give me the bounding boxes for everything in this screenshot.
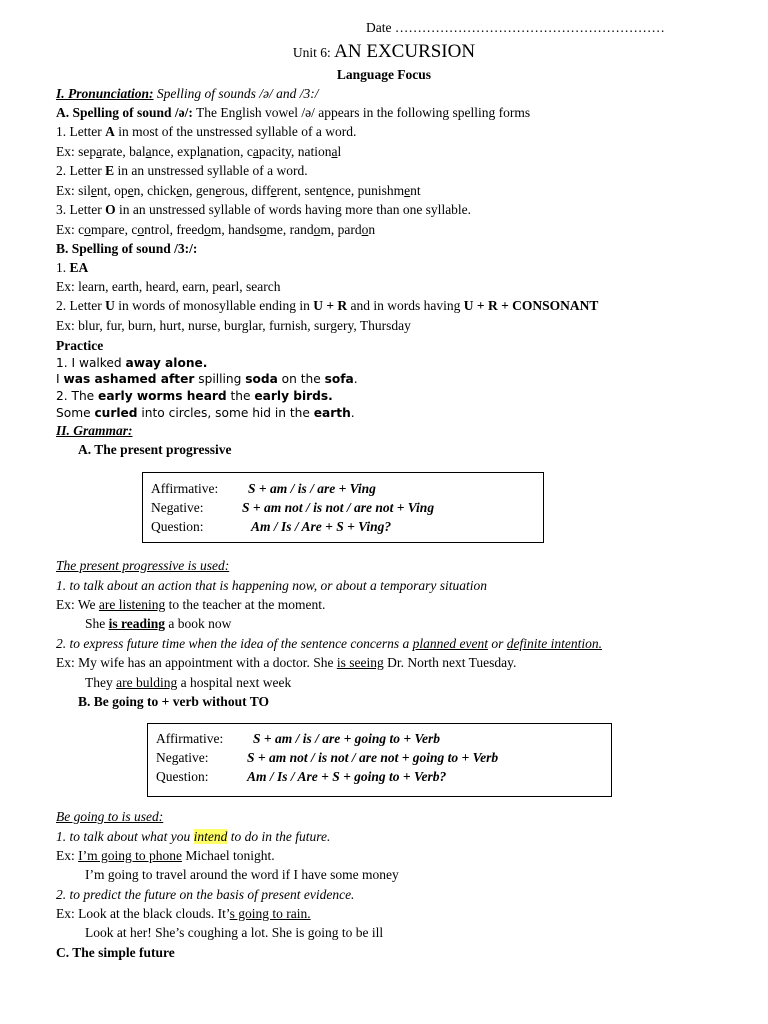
rule-letter-a: 1. Letter A in most of the unstressed syllable of a word.: [56, 124, 357, 139]
example-o: Ex: compare, control, freedom, handsome, random, pardon: [56, 222, 376, 237]
formula-affirmative: Affirmative: S + am / is / are + Ving: [151, 481, 376, 496]
practice-line-2: I was ashamed after spilling soda on the sofa.: [56, 372, 358, 386]
rule-letter-o: 3. Letter O in an unstressed syllable of words having more than one syllable.: [56, 202, 472, 217]
formula-negative: Negative: S + am not / is not / are not + Ving: [151, 500, 435, 515]
formula-question: Question: Am / Is / Are + S + going to + Verb?: [156, 769, 447, 784]
subtitle: Language Focus: [336, 67, 432, 82]
practice-line-3: 2. The early worms heard the early birds.: [56, 389, 333, 403]
practice-line-4: Some curled into circles, some hid in the earth.: [56, 406, 355, 420]
practice-line-1: 1. I walked away alone.: [56, 356, 208, 370]
section-be-going-to: B. Be going to + verb without TO: [78, 694, 269, 709]
section-a-heading: A. Spelling of sound /ə/: The English vowel /ə/ appears in the following spelling forms: [56, 105, 531, 120]
formula-question: Question: Am / Is / Are + S + Ving?: [151, 519, 392, 534]
example-e: Ex: silent, open, chicken, generous, different, sentence, punishment: [56, 183, 421, 198]
date-line: Date ……………………………………………………: [366, 20, 665, 35]
going-usage-1-example-1: Ex: I’m going to phone Michael tonight.: [56, 848, 275, 863]
rule-letter-e: 2. Letter E in an unstressed syllable of a word.: [56, 163, 308, 178]
example-ea: Ex: learn, earth, heard, earn, pearl, search: [56, 279, 281, 294]
formula-negative: Negative: S + am not / is not / are not + going to + Verb: [156, 750, 499, 765]
usage-1: 1. to talk about an action that is happening now, or about a temporary situation: [56, 578, 487, 593]
going-usage-1: 1. to talk about what you intend to do in the future.: [56, 829, 331, 844]
usage-2: 2. to express future time when the idea of the sentence concerns a planned event or definite intention.: [56, 636, 603, 651]
section-simple-future: C. The simple future: [56, 945, 175, 960]
practice-heading: Practice: [56, 338, 104, 353]
going-usage-1-example-2: I’m going to travel around the word if I have some money: [85, 867, 399, 882]
section-present-progressive: A. The present progressive: [78, 442, 232, 457]
usage-1-example-2: She is reading a book now: [85, 616, 232, 631]
rule-ea: 1. EA: [56, 260, 89, 275]
usage-2-example-2: They are bulding a hospital next week: [85, 675, 292, 690]
highlighted-word: intend: [193, 829, 228, 844]
going-usage-2-example-2: Look at her! She’s coughing a lot. She is going to be ill: [85, 925, 384, 940]
pronunciation-heading: I. Pronunciation: Spelling of sounds /ə/ and /3:/: [56, 86, 319, 101]
formula-box-present-progressive: [142, 472, 544, 543]
usage-heading-be-going-to: Be going to is used:: [56, 809, 164, 824]
unit-title: Unit 6: AN EXCURSION: [292, 41, 476, 62]
unit-name: AN EXCURSION: [334, 41, 476, 62]
formula-affirmative: Affirmative: S + am / is / are + going to + Verb: [156, 731, 440, 746]
grammar-heading: II. Grammar:: [56, 423, 133, 438]
section-b-heading: B. Spelling of sound /3:/:: [56, 241, 198, 256]
example-u: Ex: blur, fur, burn, hurt, nurse, burglar, furnish, surgery, Thursday: [56, 318, 411, 333]
going-usage-2: 2. to predict the future on the basis of present evidence.: [56, 887, 355, 902]
usage-2-example-1: Ex: My wife has an appointment with a doctor. She is seeing Dr. North next Tuesday.: [56, 655, 517, 670]
usage-heading-present-progressive: The present progressive is used:: [56, 558, 230, 573]
usage-1-example-1: Ex: We are listening to the teacher at the moment.: [56, 597, 326, 612]
going-usage-2-example-1: Ex: Look at the black clouds. It’s going to rain.: [56, 906, 311, 921]
example-a: Ex: separate, balance, explanation, capacity, national: [56, 144, 342, 159]
formula-box-be-going-to: [147, 723, 612, 797]
rule-letter-u: 2. Letter U in words of monosyllable ending in U + R and in words having U + R + CONSONANT: [56, 298, 599, 313]
